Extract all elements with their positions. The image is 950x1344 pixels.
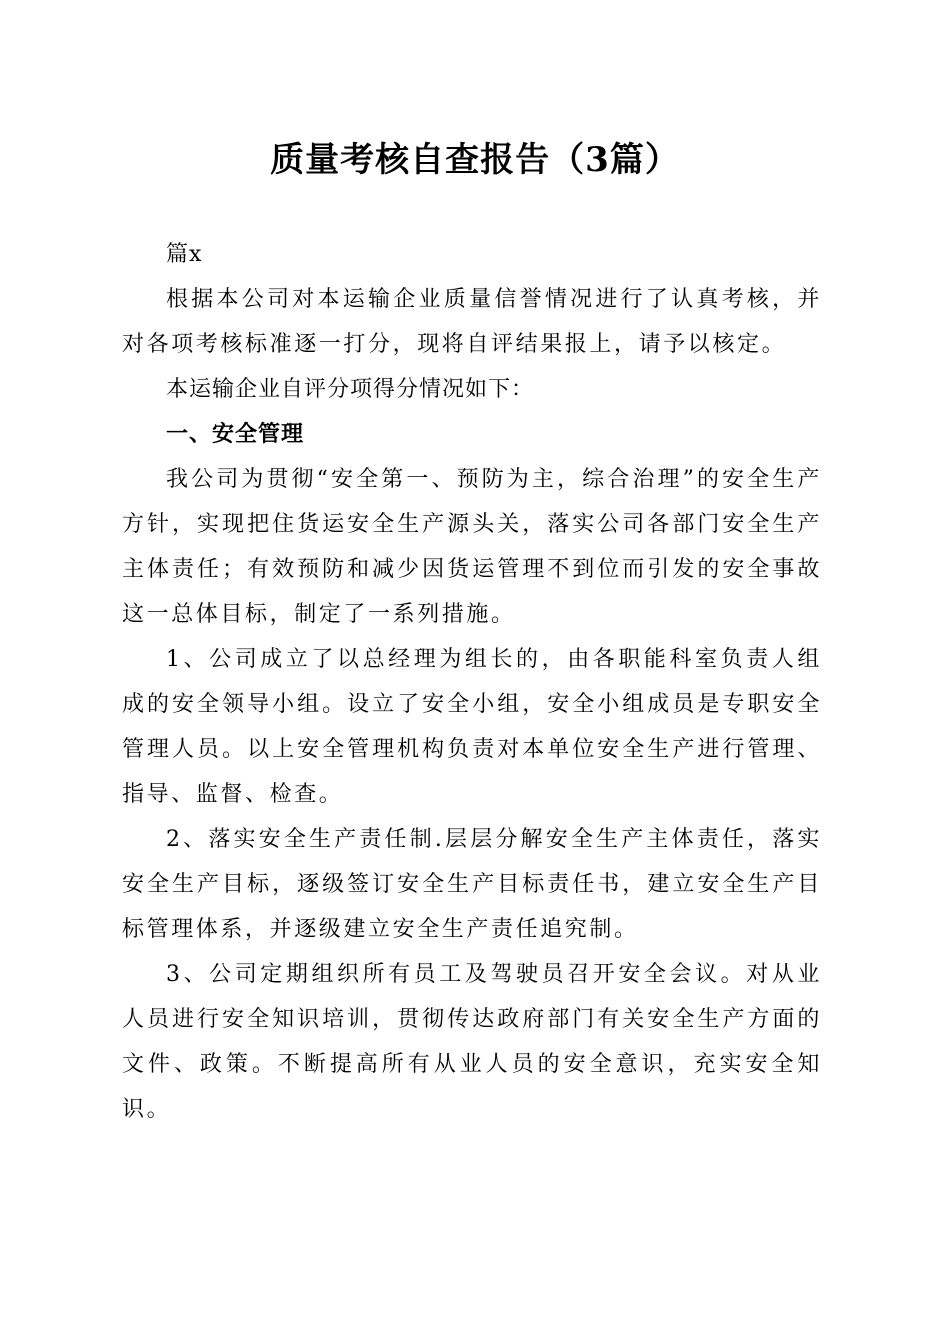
item-1-paragraph: 1、公司成立了以总经理为组长的，由各职能科室负责人组成的安全领导小组。设立了安全小组，安全小组成员是专职安全管理人员。以上安全管理机构负责对本单位安全生产进行管理、指导、监督、检查。 <box>122 647 822 807</box>
intro-paragraph: 根据本公司对本运输企业质量信誉情况进行了认真考核，并对各项考核标准逐一打分，现将自评结果报上，请予以核定。 <box>122 287 822 357</box>
item-3-paragraph: 3、公司定期组织所有员工及驾驶员召开安全会议。对从业人员进行安全知识培训，贯彻传达政府部门有关安全生产方面的文件、政策。不断提高所有从业人员的安全意识，充实安全知识。 <box>122 962 822 1122</box>
scores-intro-paragraph: 本运输企业自评分项得分情况如下： <box>166 377 535 402</box>
safety-policy-paragraph: 我公司为贯彻“安全第一、预防为主，综合治理”的安全生产方针，实现把住货运安全生产源头关，落实公司各部门安全生产主体责任；有效预防和减少因货运管理不到位而引发的安全事故这一总体目标，制定了一系列措施。 <box>122 467 822 627</box>
item-2-paragraph: 2、落实安全生产责任制.层层分解安全生产主体责任，落实安全生产目标，逐级签订安全生产目标责任书，建立安全生产目标管理体系，并逐级建立安全生产责任追究制。 <box>122 827 822 942</box>
section-label: 篇x <box>166 242 203 267</box>
section-heading-safety: 一、安全管理 <box>166 422 305 447</box>
document-body <box>122 232 822 1132</box>
document-title: 质量考核自查报告（3篇） <box>270 140 680 180</box>
